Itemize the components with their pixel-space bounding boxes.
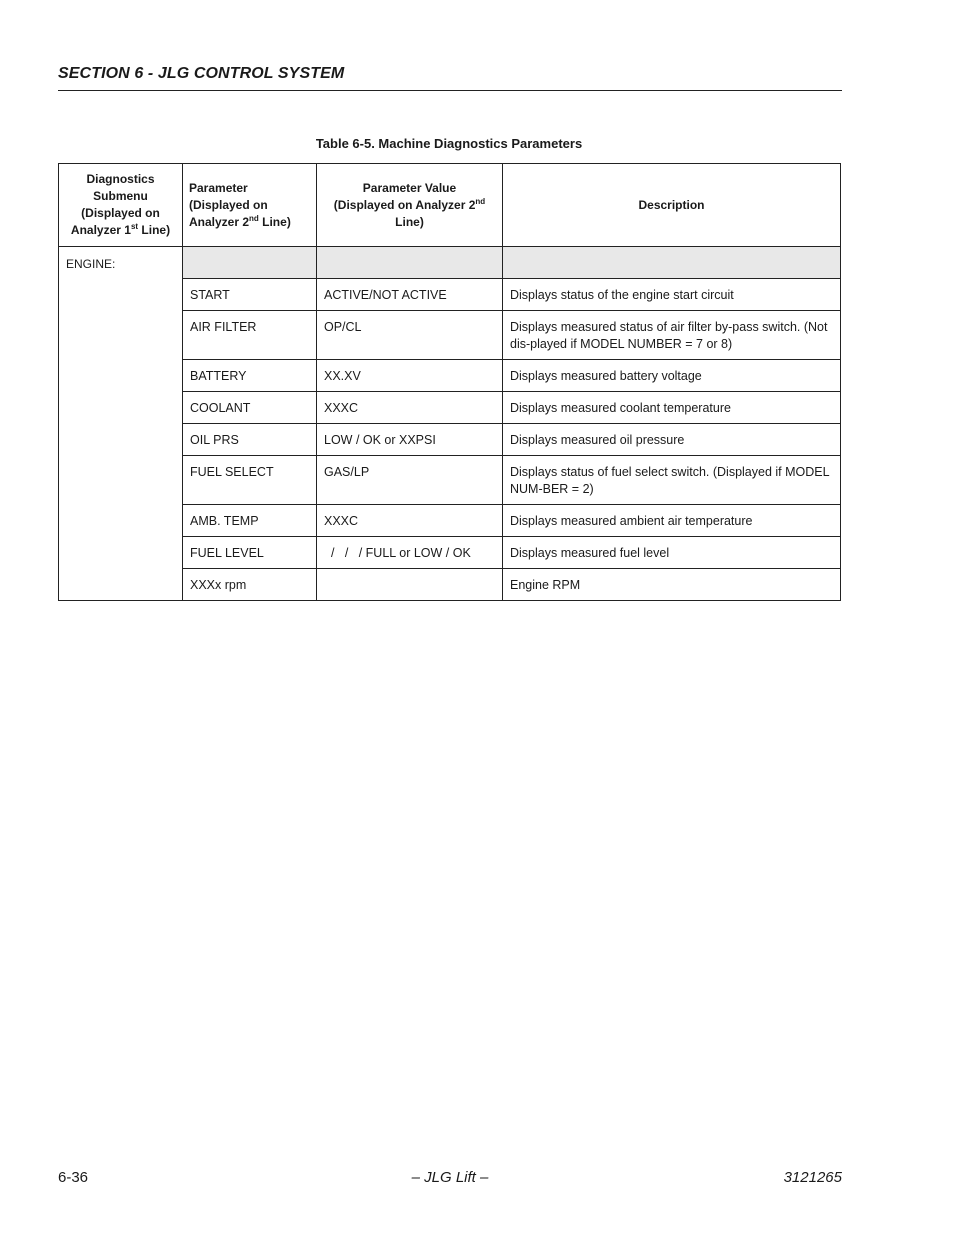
- value-cell: / / / FULL or LOW / OK: [317, 537, 503, 569]
- value-cell: [317, 569, 503, 601]
- page-number: 6-36: [58, 1169, 89, 1186]
- value-cell: XXXC: [317, 505, 503, 537]
- diagnostics-parameters-table: [58, 163, 841, 601]
- description-cell: Displays status of the engine start circuit: [503, 279, 841, 311]
- value-cell: XXXC: [317, 392, 503, 424]
- value-cell: LOW / OK or XXPSI: [317, 424, 503, 456]
- header-diagnostics-submenu: Diagnostics Submenu (Displayed on Analyzer 1st Line): [59, 164, 183, 247]
- parameter-cell: START: [183, 279, 317, 311]
- value-cell: GAS/LP: [317, 456, 503, 505]
- description-cell: Engine RPM: [503, 569, 841, 601]
- parameter-cell: AMB. TEMP: [183, 505, 317, 537]
- value-cell: XX.XV: [317, 360, 503, 392]
- parameter-cell: FUEL SELECT: [183, 456, 317, 505]
- footer-title: – JLG Lift –: [411, 1169, 489, 1186]
- section-header: [58, 64, 842, 91]
- header-parameter-value: Parameter Value (Displayed on Analyzer 2nd Line): [317, 164, 503, 247]
- table-header-row: [59, 164, 841, 247]
- parameter-cell: AIR FILTER: [183, 311, 317, 360]
- description-cell: Displays measured fuel level: [503, 537, 841, 569]
- submenu-engine: ENGINE:: [59, 247, 183, 601]
- table-caption: Table 6-5. Machine Diagnostics Parameters: [315, 136, 583, 151]
- description-cell: Displays measured oil pressure: [503, 424, 841, 456]
- page-footer: [58, 1168, 842, 1188]
- description-cell: Displays measured coolant temperature: [503, 392, 841, 424]
- header-parameter: Parameter (Displayed on Analyzer 2nd Line): [183, 164, 317, 247]
- parameter-cell: OIL PRS: [183, 424, 317, 456]
- value-cell: ACTIVE/NOT ACTIVE: [317, 279, 503, 311]
- description-cell: Displays measured ambient air temperature: [503, 505, 841, 537]
- shaded-cell: [503, 247, 841, 279]
- document-number: 3121265: [783, 1169, 842, 1186]
- table-row: [59, 247, 841, 279]
- parameter-cell: XXXx rpm: [183, 569, 317, 601]
- parameter-cell: BATTERY: [183, 360, 317, 392]
- header-description: Description: [503, 164, 841, 247]
- section-title: SECTION 6 - JLG CONTROL SYSTEM: [58, 65, 345, 82]
- shaded-cell: [183, 247, 317, 279]
- description-cell: Displays measured battery voltage: [503, 360, 841, 392]
- parameter-cell: COOLANT: [183, 392, 317, 424]
- parameter-cell: FUEL LEVEL: [183, 537, 317, 569]
- value-cell: OP/CL: [317, 311, 503, 360]
- description-cell: Displays measured status of air filter by-pass switch. (Not dis-played if MODEL NUMBER = 7 or 8): [503, 311, 841, 360]
- description-cell: Displays status of fuel select switch. (Displayed if MODEL NUM-BER = 2): [503, 456, 841, 505]
- shaded-cell: [317, 247, 503, 279]
